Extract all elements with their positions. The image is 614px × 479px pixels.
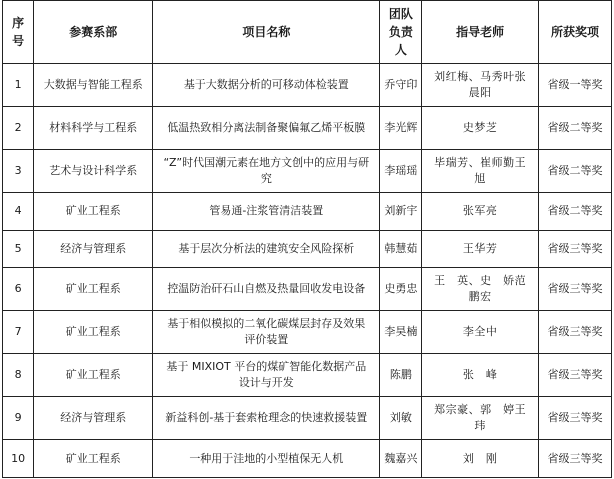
cell-award [538,64,611,107]
cell-mentor [422,268,539,311]
header-mentor [422,1,539,64]
cell-leader-text: 李瑶瑶 [384,163,418,177]
table-row [3,64,612,107]
cell-award-text: 省级三等奖 [547,241,603,255]
cell-mentor-text: 王华芳 [462,241,498,255]
cell-no-text: 2 [14,120,22,134]
cell-department [34,268,153,311]
cell-mentor-text: 王 英、史 娇范鹏宏 [434,274,527,304]
cell-award-text: 省级三等奖 [547,411,603,425]
table-row [3,230,612,268]
cell-project-text: 基于层次分析法的建筑安全风险探析 [178,241,355,255]
cell-leader [380,149,422,192]
cell-leader-text: 刘敏 [389,411,412,425]
cell-leader [380,192,422,230]
cell-mentor [422,230,539,268]
cell-no [3,354,34,397]
cell-department [34,354,153,397]
cell-department [34,230,153,268]
cell-department-text: 矿业工程系 [65,282,121,296]
cell-award-text: 省级一等奖 [547,77,603,91]
cell-no [3,64,34,107]
cell-award [538,149,611,192]
cell-leader-text: 魏嘉兴 [384,451,418,465]
cell-mentor-text: 郑宗豪、郭 婷王 玮 [434,403,538,433]
cell-leader-text: 刘新宇 [384,204,418,218]
cell-no [3,397,34,440]
header-project [153,1,380,64]
cell-department [34,192,153,230]
cell-mentor [422,192,539,230]
cell-leader [380,440,422,478]
cell-project-text: 新益科创-基于套索枪理念的快速救援装置 [165,411,368,425]
cell-award [538,268,611,311]
cell-award-text: 省级三等奖 [547,282,603,296]
cell-leader-text: 史勇忠 [384,282,418,296]
cell-award-text: 省级二等奖 [547,120,603,134]
cell-no-text: 8 [14,368,22,382]
cell-award-text: 省级三等奖 [547,368,603,382]
cell-project [153,230,380,268]
cell-award-text: 省级二等奖 [547,204,603,218]
cell-mentor-text: 张 峰 [462,368,498,382]
header-no [3,1,34,64]
cell-award [538,230,611,268]
cell-project-text: 一种用于洼地的小型植保无人机 [189,451,344,465]
cell-leader-text: 陈鹏 [389,368,412,382]
cell-no-text: 6 [14,282,22,296]
cell-project [153,311,380,354]
cell-mentor [422,311,539,354]
cell-department [34,397,153,440]
cell-no [3,149,34,192]
cell-mentor-text: 刘红梅、马秀叶张晨阳 [434,69,527,99]
header-mentor-label: 指导老师 [456,25,505,39]
cell-award [538,354,611,397]
cell-no-text: 10 [11,451,26,465]
cell-department [34,106,153,149]
cell-no-text: 3 [14,163,22,177]
cell-project-text: 控温防治矸石山自燃及热量回收发电设备 [167,282,366,296]
cell-award [538,397,611,440]
cell-project [153,268,380,311]
header-leader-label: 团队负责人 [388,7,413,57]
cell-project [153,192,380,230]
cell-project [153,106,380,149]
cell-project-text: 基于大数据分析的可移动体检装置 [183,77,349,91]
cell-award [538,440,611,478]
cell-project [153,397,380,440]
table-row [3,106,612,149]
cell-project-text: 管易通-注浆管清洁装置 [209,204,324,218]
cell-mentor-text: 李全中 [462,325,498,339]
cell-department-text: 经济与管理系 [60,241,127,255]
cell-department [34,149,153,192]
cell-no [3,311,34,354]
cell-no-text: 4 [14,204,22,218]
cell-department-text: 矿业工程系 [65,325,121,339]
cell-mentor [422,64,539,107]
cell-no-text: 1 [14,77,22,91]
table-row [3,440,612,478]
header-row [3,1,612,64]
cell-no [3,192,34,230]
cell-no [3,440,34,478]
header-award-label: 所获奖项 [550,25,599,39]
cell-mentor [422,440,539,478]
cell-no [3,230,34,268]
cell-project-text: 基于 MIXIOT 平台的煤矿智能化数据产品设计与开发 [166,360,367,390]
table-body [3,64,612,478]
cell-project-text: 基于相似模拟的二氧化碳煤层封存及效果评价装置 [167,317,366,347]
cell-mentor [422,149,539,192]
cell-leader-text: 李昊楠 [384,325,418,339]
cell-department-text: 经济与管理系 [60,411,127,425]
cell-award-text: 省级三等奖 [547,325,603,339]
table-row [3,149,612,192]
cell-leader [380,311,422,354]
cell-no-text: 7 [14,325,22,339]
cell-leader-text: 韩慧茹 [384,241,418,255]
cell-leader [380,354,422,397]
header-no-label: 序号 [12,16,25,48]
header-leader [380,1,422,64]
cell-mentor-text: 张军亮 [462,204,498,218]
cell-mentor-text: 刘 刚 [462,451,498,465]
cell-project [153,440,380,478]
cell-leader [380,397,422,440]
cell-project [153,64,380,107]
cell-department-text: 矿业工程系 [65,451,121,465]
cell-department [34,64,153,107]
cell-mentor [422,354,539,397]
cell-leader-text: 李光辉 [384,120,418,134]
header-department [34,1,153,64]
cell-department-text: 矿业工程系 [65,204,121,218]
table-row [3,311,612,354]
awards-table [2,0,612,478]
header-project-label: 项目名称 [242,25,291,39]
cell-leader [380,106,422,149]
table-row [3,268,612,311]
cell-no [3,106,34,149]
cell-project-text: “Z”时代国潮元素在地方文创中的应用与研究 [163,155,370,185]
cell-no [3,268,34,311]
cell-project [153,149,380,192]
header-award [538,1,611,64]
cell-no-text: 5 [14,241,22,255]
cell-department [34,440,153,478]
cell-award-text: 省级二等奖 [547,163,603,177]
cell-project-text: 低温热致相分离法制备聚偏氟乙烯平板膜 [167,120,366,134]
cell-leader-text: 乔守印 [384,77,418,91]
cell-leader [380,64,422,107]
table-header [3,1,612,64]
cell-department-text: 大数据与智能工程系 [43,77,143,91]
cell-award [538,192,611,230]
cell-department-text: 艺术与设计科学系 [49,163,138,177]
table-row [3,354,612,397]
cell-department-text: 矿业工程系 [65,368,121,382]
table-row [3,397,612,440]
cell-mentor [422,397,539,440]
cell-project [153,354,380,397]
header-department-label: 参赛系部 [69,25,118,39]
cell-award-text: 省级三等奖 [547,451,603,465]
cell-leader [380,268,422,311]
cell-mentor [422,106,539,149]
table-row [3,192,612,230]
cell-department-text: 材料科学与工程系 [49,120,138,134]
cell-department [34,311,153,354]
cell-award [538,106,611,149]
cell-no-text: 9 [14,411,22,425]
cell-mentor-text: 毕瑞芳、崔师勤王 旭 [434,155,538,185]
cell-mentor-text: 史梦芝 [462,120,498,134]
cell-leader [380,230,422,268]
cell-award [538,311,611,354]
